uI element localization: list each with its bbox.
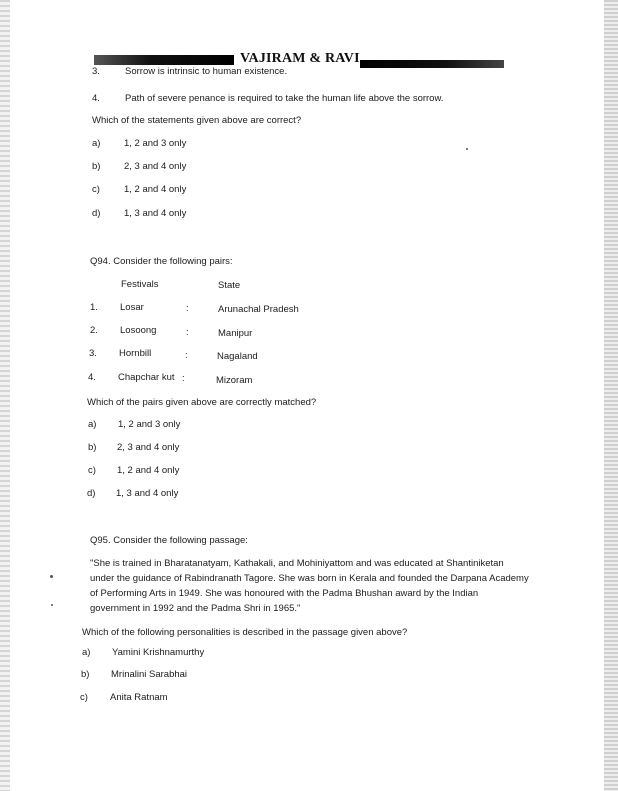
scan-edge-right [604,0,618,791]
pair-state: Mizoram [216,375,253,386]
pair-number: 4. [88,372,96,383]
option-label: d) [87,488,96,499]
option-label: c) [88,465,96,476]
pair-separator: : [186,327,189,338]
option-label: a) [82,647,91,658]
option-text: Mrinalini Sarabhai [111,669,188,680]
pair-separator: : [182,373,185,384]
scan-speck [50,575,53,578]
option-label: c) [80,692,88,703]
option-text: 1, 2 and 4 only [124,184,187,195]
header-bar-right [360,60,504,68]
q94-question: Which of the pairs given above are correctly matched? [87,397,317,408]
pair-state: Nagaland [217,351,258,362]
scan-edge-left [0,0,10,791]
q94-title: Q94. Consider the following pairs: [90,256,233,267]
pair-number: 2. [90,325,98,336]
q95-title: Q95. Consider the following passage: [90,535,248,546]
option-text: 1, 2 and 4 only [117,465,180,476]
option-label: d) [92,208,101,219]
pair-number: 3. [89,348,97,359]
pair-state: Arunachal Pradesh [218,304,299,315]
pair-number: 1. [90,302,98,313]
option-label: b) [92,161,101,172]
option-text: 2, 3 and 4 only [117,442,180,453]
statement-number: 3. [92,66,100,77]
statement-number: 4. [92,93,100,104]
statement-text: Sorrow is intrinsic to human existence. [125,66,288,77]
q95-passage: "She is trained in Bharatanatyam, Kathakali, and Mohiniyattom and was educated at Shantiniketan under the guidance of Rabindranath Tagore. She was born in Kerala and founded the Darpana Academy of Performing Arts in 1949. She was honoured with the Padma Bhushan award by the Indian government in 1992 and the Padma Shri in 1965." [90,558,529,614]
option-text: 1, 2 and 3 only [118,419,181,430]
header-bar-left [94,55,234,65]
option-text: 2, 3 and 4 only [124,161,187,172]
option-label: a) [92,138,101,149]
pair-festival: Hornbill [119,348,152,359]
pair-separator: : [185,350,188,361]
q95-question: Which of the following personalities is described in the passage given above? [82,627,408,638]
q93-question: Which of the statements given above are correct? [92,115,302,126]
pair-state: Manipur [218,328,253,339]
scan-speck [466,148,468,150]
pair-festival: Losar [120,302,144,313]
statement-text: Path of severe penance is required to take the human life above the sorrow. [125,93,444,104]
scan-speck [51,604,53,606]
column-header-state: State [218,280,241,291]
option-text: 1, 2 and 3 only [124,138,187,149]
header-title: VAJIRAM & RAVI [240,51,360,66]
pair-festival: Chapchar kut [118,372,175,383]
pair-festival: Losoong [120,325,157,336]
option-text: 1, 3 and 4 only [124,208,187,219]
column-header-festival: Festivals [121,279,159,290]
option-label: b) [88,442,97,453]
option-text: Anita Ratnam [110,692,168,703]
option-text: Yamini Krishnamurthy [112,647,205,658]
option-label: a) [88,419,97,430]
option-label: c) [92,184,100,195]
option-text: 1, 3 and 4 only [116,488,179,499]
pair-separator: : [186,303,189,314]
option-label: b) [81,669,90,680]
